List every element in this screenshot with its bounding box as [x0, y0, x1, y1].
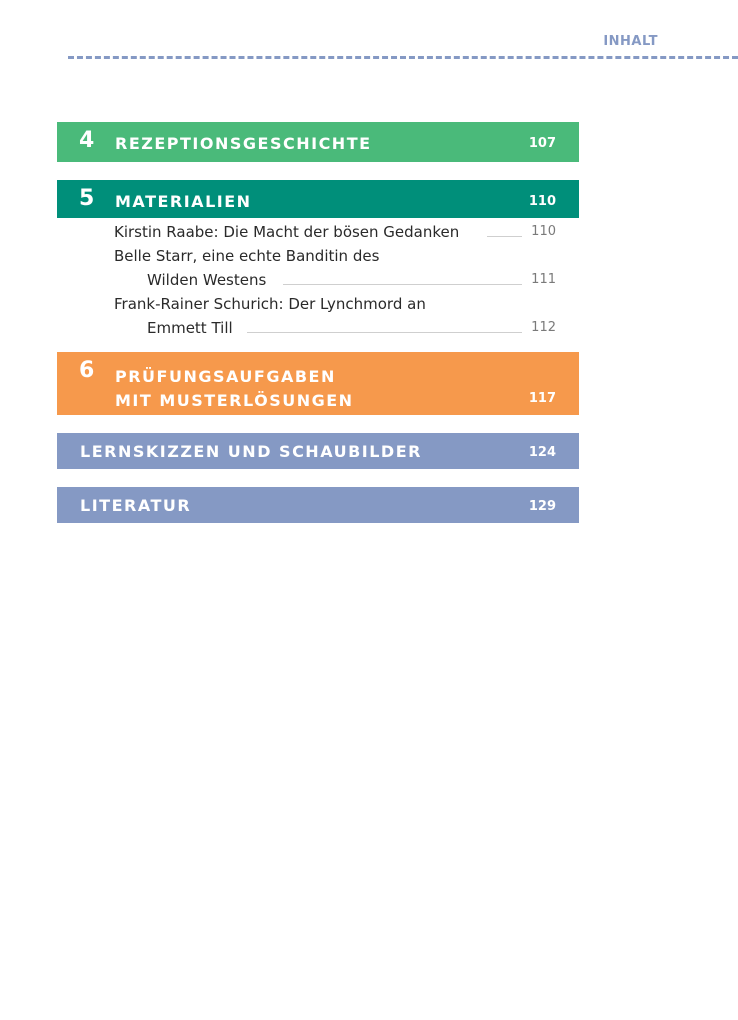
entry-page: 111	[531, 272, 556, 287]
toc-chapter-6[interactable]	[57, 352, 579, 415]
toc-lernskizzen[interactable]	[57, 433, 579, 469]
chapter-number: 6	[79, 358, 95, 383]
toc-chapter-5[interactable]	[57, 180, 579, 218]
entry-page: 110	[531, 224, 556, 239]
chapter-title	[115, 365, 354, 413]
chapter-number: 4	[79, 128, 95, 153]
toc-chapter-4[interactable]	[57, 122, 579, 162]
chapter-title-line-1: PRÜFUNGSAUFGABEN	[115, 367, 336, 386]
running-head: INHALT	[603, 34, 658, 49]
toc-entry[interactable]	[57, 244, 579, 268]
entry-title-continued: Wilden Westens	[147, 271, 274, 289]
toc-literatur[interactable]	[57, 487, 579, 523]
toc-entry-continuation[interactable]	[57, 268, 579, 292]
entry-title: Frank-Rainer Schurich: Der Lynchmord an	[114, 295, 434, 313]
section-title: LERNSKIZZEN UND SCHAUBILDER	[80, 442, 422, 461]
chapter-title: MATERIALIEN	[115, 192, 252, 211]
entry-page: 112	[531, 320, 556, 335]
toc-entry-continuation[interactable]	[57, 316, 579, 340]
section-page: 129	[528, 499, 556, 514]
section-page: 124	[528, 445, 556, 460]
dashed-rule	[68, 56, 738, 59]
chapter-title-line-2: MIT MUSTERLÖSUNGEN	[115, 391, 354, 410]
chapter-number: 5	[79, 186, 95, 211]
chapter-title: REZEPTIONSGESCHICHTE	[115, 134, 372, 153]
toc-entry[interactable]	[57, 220, 579, 244]
chapter-page: 117	[528, 391, 556, 406]
chapter-page: 110	[528, 194, 556, 209]
chapter-page: 107	[528, 136, 556, 151]
section-title: LITERATUR	[80, 496, 192, 515]
toc-entry[interactable]	[57, 292, 579, 316]
leader-line	[487, 236, 522, 237]
entry-title: Kirstin Raabe: Die Macht der bösen Gedanken	[114, 223, 467, 241]
leader-line	[283, 284, 522, 285]
chapter-5-entries	[57, 218, 579, 344]
entry-title: Belle Starr, eine echte Banditin des	[114, 247, 387, 265]
table-of-contents	[57, 122, 579, 523]
entry-title-continued: Emmett Till	[147, 319, 241, 337]
leader-line	[247, 332, 522, 333]
